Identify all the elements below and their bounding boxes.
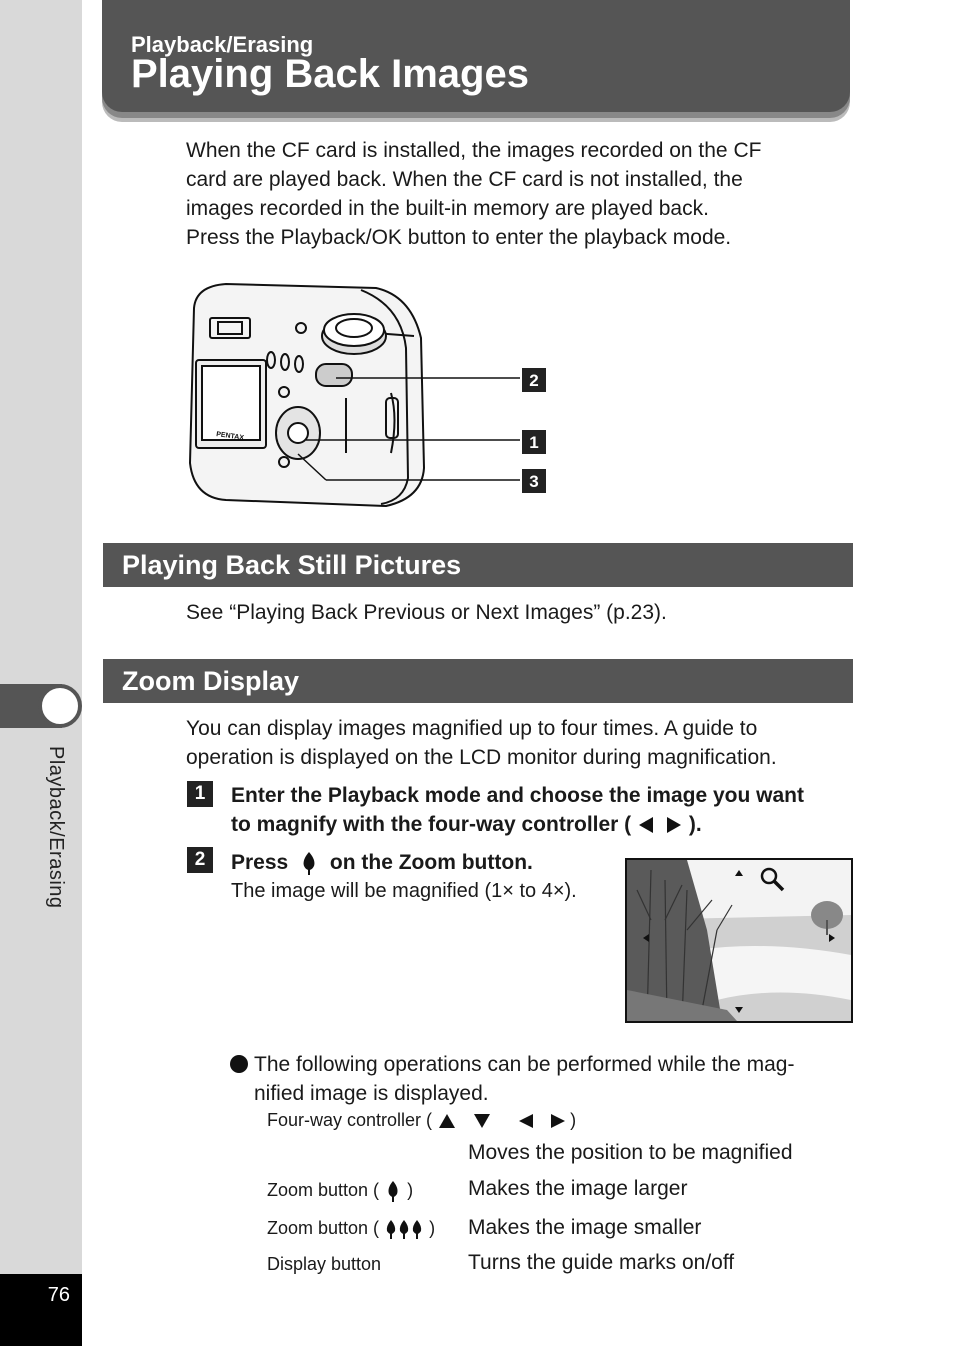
op-label-text: Four-way controller ( <box>267 1110 433 1130</box>
step-2-suffix: on the Zoom button. <box>329 851 533 874</box>
op-label-end: ) <box>570 1110 577 1130</box>
op-desc-four-way: Moves the position to be magnified <box>468 1141 793 1164</box>
landscape-photo <box>627 860 851 1021</box>
intro-paragraph <box>186 136 846 252</box>
step-2-note: The image will be magnified (1× to 4×). <box>231 880 577 902</box>
camera-illustration <box>186 278 556 513</box>
callout-3 <box>522 469 546 493</box>
bullet-line: nified image is displayed. <box>254 1082 489 1105</box>
operations-bullet <box>230 1050 850 1108</box>
op-label-zoom-out <box>267 1218 435 1240</box>
op-label-zoom-in <box>267 1179 413 1203</box>
magnified-image-preview <box>625 858 853 1023</box>
svg-text:2: 2 <box>529 371 539 390</box>
svg-text:1: 1 <box>529 433 539 452</box>
op-label-display: Display button <box>267 1254 382 1274</box>
bullet-dot <box>230 1055 248 1073</box>
zoom-wide-icon <box>384 1218 424 1240</box>
still-pictures-reference: See “Playing Back Previous or Next Images” (p.23). <box>186 601 667 624</box>
section-heading-zoom: Zoom Display <box>103 659 853 703</box>
step-1-line2 <box>231 810 702 839</box>
section-heading-still: Playing Back Still Pictures <box>103 543 853 587</box>
header-kicker: Playback/Erasing <box>131 32 314 57</box>
chapter-label: Playback/Erasing <box>45 746 67 909</box>
op-desc-zoom-out: Makes the image smaller <box>468 1216 702 1239</box>
step-2-number: 2 <box>187 847 213 873</box>
intro-line: Press the Playback/OK button to enter the playback mode. <box>186 226 732 249</box>
zoom-tele-icon <box>294 850 324 876</box>
op-label-end: ) <box>429 1218 436 1238</box>
op-label-four-way <box>267 1110 576 1131</box>
callout-1 <box>522 430 546 454</box>
step-2-prefix: Press <box>231 851 289 874</box>
bullet-line: The following operations can be performed while the mag- <box>254 1053 795 1076</box>
chapter-sidebar <box>0 0 82 1346</box>
step-1-line: Enter the Playback mode and choose the image you want <box>231 784 804 807</box>
page-number: 76 <box>47 1284 70 1306</box>
step-1-prefix: to magnify with the four-way controller ( <box>231 813 632 836</box>
op-label-text: Zoom button ( <box>267 1179 380 1200</box>
op-desc-display: Turns the guide marks on/off <box>468 1251 735 1274</box>
callout-2 <box>522 368 546 392</box>
four-way-arrows-icon <box>437 1111 565 1131</box>
header-banner <box>102 0 850 112</box>
intro-line: images recorded in the built-in memory are played back. <box>186 197 709 220</box>
zoom-intro-line: You can display images magnified up to four times. A guide to <box>186 717 758 740</box>
zoom-tele-icon <box>384 1179 402 1203</box>
op-label-end: ) <box>407 1179 414 1200</box>
intro-line: When the CF card is installed, the images recorded on the CF <box>186 139 762 162</box>
step-2-line <box>231 848 533 877</box>
zoom-intro-line: operation is displayed on the LCD monitor during magnification. <box>186 746 777 769</box>
step-1-number: 1 <box>187 781 213 807</box>
op-desc-zoom-in: Makes the image larger <box>468 1177 688 1200</box>
svg-text:3: 3 <box>529 472 539 491</box>
camera-brand-text: PENTAX <box>215 431 245 442</box>
left-right-arrows-icon <box>637 815 683 835</box>
op-label-text: Zoom button ( <box>267 1218 380 1238</box>
intro-line: card are played back. When the CF card is not installed, the <box>186 168 743 191</box>
chapter-tab-marker <box>38 684 82 728</box>
page-title: Playing Back Images <box>131 52 529 96</box>
page-number-box <box>0 1274 82 1346</box>
step-1-suffix: ). <box>688 813 702 836</box>
